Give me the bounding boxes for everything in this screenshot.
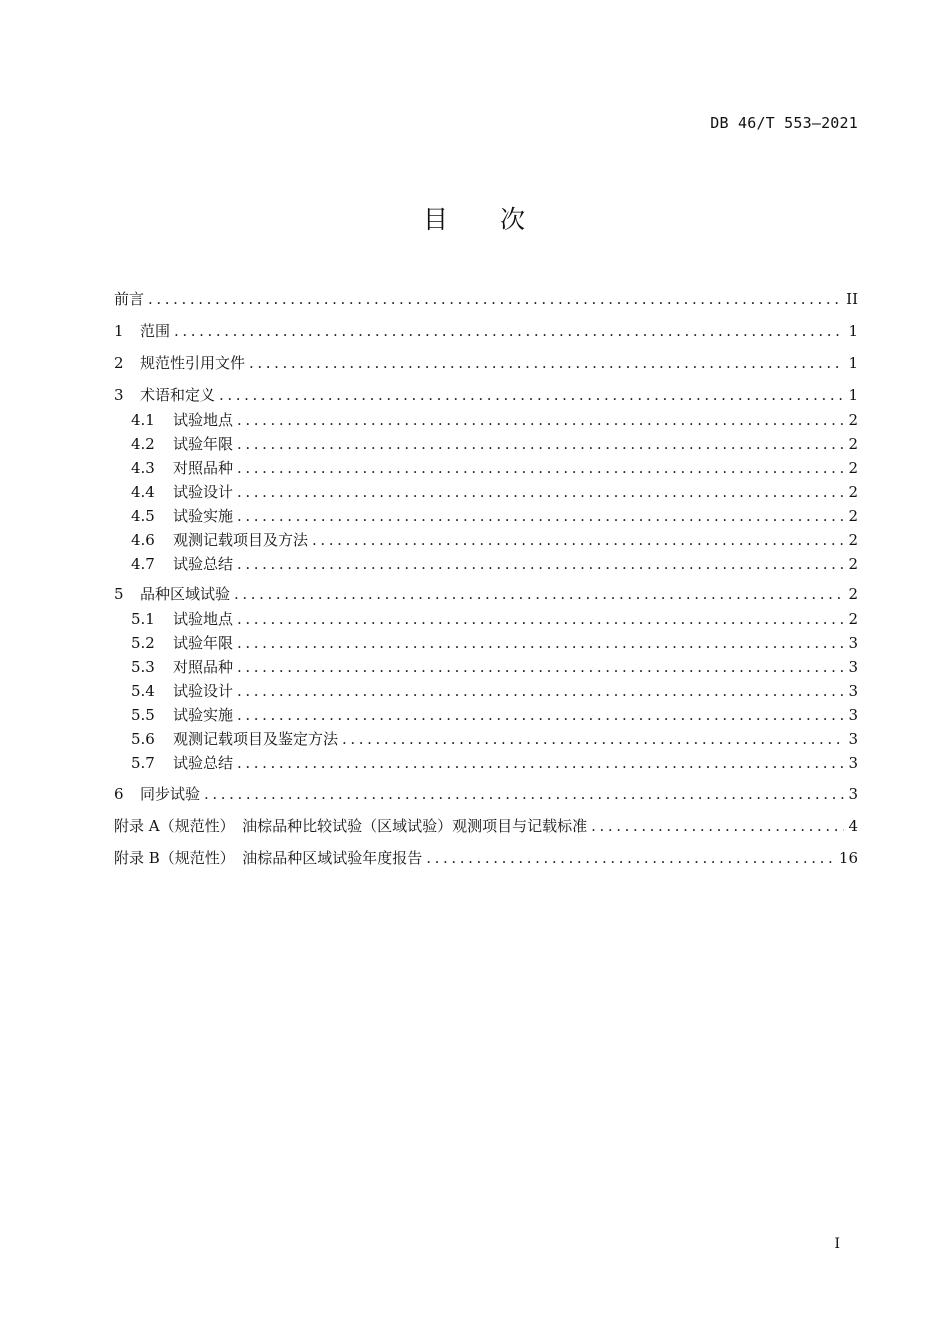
toc-entry-5-4[interactable] bbox=[114, 680, 858, 702]
toc-entry-page: 2 bbox=[848, 610, 858, 628]
toc-entry-2[interactable] bbox=[114, 352, 858, 374]
toc-entry-page: 4 bbox=[848, 817, 858, 835]
toc-entry-label: 观测记载项目及鉴定方法 bbox=[173, 730, 339, 748]
page-number: I bbox=[834, 1236, 840, 1252]
toc-entry-page: 16 bbox=[838, 849, 858, 867]
toc-leader-dots bbox=[234, 583, 844, 605]
toc-leader-dots bbox=[249, 352, 844, 374]
toc-entry-label: 对照品种 bbox=[173, 658, 234, 676]
toc-leader-dots bbox=[237, 608, 844, 630]
toc-leader-dots bbox=[591, 815, 844, 837]
toc-entry-page: 2 bbox=[848, 411, 858, 429]
toc-leader-dots bbox=[237, 680, 844, 702]
toc-entry-label: 品种区域试验 bbox=[140, 585, 231, 603]
toc-entry-number: 5.7 bbox=[131, 754, 155, 772]
toc-entry-page: 3 bbox=[848, 634, 858, 652]
toc-entry-1[interactable] bbox=[114, 320, 858, 342]
toc-entry-number: 2 bbox=[114, 354, 124, 372]
toc-leader-dots bbox=[237, 433, 844, 455]
toc-entry-number: 4.5 bbox=[131, 507, 155, 525]
toc-entry-number: 5.1 bbox=[131, 610, 155, 628]
toc-entry-page: 1 bbox=[848, 386, 858, 404]
toc-entry-page: 2 bbox=[848, 507, 858, 525]
toc-entry-4-4[interactable] bbox=[114, 481, 858, 503]
toc-entry-label: 附录 B（规范性） 油棕品种区域试验年度报告 bbox=[114, 849, 423, 867]
toc-leader-dots bbox=[237, 632, 844, 654]
toc-leader-dots bbox=[237, 409, 844, 431]
toc-entry-page: 2 bbox=[848, 435, 858, 453]
toc-entry-number: 6 bbox=[114, 785, 124, 803]
document-id: DB 46/T 553—2021 bbox=[710, 114, 858, 132]
toc-leader-dots bbox=[237, 656, 844, 678]
toc-entry-label: 对照品种 bbox=[173, 459, 234, 477]
toc-entry-page: 2 bbox=[848, 585, 858, 603]
toc-leader-dots bbox=[237, 553, 844, 575]
toc-entry-page: II bbox=[846, 290, 858, 308]
toc-leader-dots bbox=[426, 847, 835, 869]
toc-entry-number: 5 bbox=[114, 585, 124, 603]
toc-entry-label: 观测记载项目及方法 bbox=[173, 531, 309, 549]
toc-entry-label: 试验实施 bbox=[173, 706, 234, 724]
toc-entry-3[interactable] bbox=[114, 384, 858, 406]
toc-entry-4-2[interactable] bbox=[114, 433, 858, 455]
toc-entry-number: 5.5 bbox=[131, 706, 155, 724]
toc-entry-number: 4.4 bbox=[131, 483, 155, 501]
toc-entry-label: 规范性引用文件 bbox=[140, 354, 246, 372]
toc-entry-5-2[interactable] bbox=[114, 632, 858, 654]
toc-entry-5[interactable] bbox=[114, 583, 858, 605]
toc-title bbox=[0, 200, 950, 236]
toc-entry-label: 试验地点 bbox=[173, 411, 234, 429]
toc-entry-label: 同步试验 bbox=[140, 785, 201, 803]
toc-entry-page: 1 bbox=[848, 322, 858, 340]
toc-leader-dots bbox=[237, 505, 844, 527]
toc-entry-foreword[interactable] bbox=[114, 288, 858, 310]
toc-entry-page: 3 bbox=[848, 754, 858, 772]
toc-leader-dots bbox=[174, 320, 844, 342]
toc-leader-dots bbox=[237, 481, 844, 503]
toc-entry-page: 2 bbox=[848, 555, 858, 573]
toc-leader-dots bbox=[148, 288, 842, 310]
toc-title-left: 目 bbox=[422, 205, 450, 234]
toc-entry-page: 3 bbox=[848, 682, 858, 700]
toc-entry-label: 附录 A（规范性） 油棕品种比较试验（区域试验）观测项目与记载标准 bbox=[114, 817, 588, 835]
toc-entry-page: 3 bbox=[848, 706, 858, 724]
toc-leader-dots bbox=[237, 752, 844, 774]
toc-entry-number: 4.1 bbox=[131, 411, 155, 429]
toc-entry-label: 范围 bbox=[140, 322, 171, 340]
toc-entry-5-6[interactable] bbox=[114, 728, 858, 750]
toc-entry-number: 5.4 bbox=[131, 682, 155, 700]
toc-entry-label: 试验地点 bbox=[173, 610, 234, 628]
toc-entry-page: 3 bbox=[848, 658, 858, 676]
toc-entry-4-6[interactable] bbox=[114, 529, 858, 551]
toc-entry-5-1[interactable] bbox=[114, 608, 858, 630]
toc-entry-label: 试验总结 bbox=[173, 555, 234, 573]
toc-entry-appendix-a[interactable] bbox=[114, 815, 858, 837]
toc-entry-number: 4.6 bbox=[131, 531, 155, 549]
toc-title-right: 次 bbox=[500, 205, 528, 234]
toc-leader-dots bbox=[237, 457, 844, 479]
toc-leader-dots bbox=[237, 704, 844, 726]
toc-entry-5-3[interactable] bbox=[114, 656, 858, 678]
toc-entry-label: 前言 bbox=[114, 290, 145, 308]
toc-entry-label: 试验设计 bbox=[173, 682, 234, 700]
toc-entry-number: 1 bbox=[114, 322, 124, 340]
toc-entry-number: 4.2 bbox=[131, 435, 155, 453]
toc-entry-page: 3 bbox=[848, 785, 858, 803]
toc-entry-label: 试验总结 bbox=[173, 754, 234, 772]
toc-entry-label: 试验年限 bbox=[173, 634, 234, 652]
toc-entry-number: 3 bbox=[114, 386, 124, 404]
toc-entry-label: 试验年限 bbox=[173, 435, 234, 453]
toc-leader-dots bbox=[312, 529, 844, 551]
toc-entry-page: 3 bbox=[848, 730, 858, 748]
toc-entry-number: 5.6 bbox=[131, 730, 155, 748]
toc-entry-page: 1 bbox=[848, 354, 858, 372]
toc-leader-dots bbox=[204, 783, 844, 805]
toc-entry-page: 2 bbox=[848, 459, 858, 477]
toc-entry-number: 4.7 bbox=[131, 555, 155, 573]
toc-entry-page: 2 bbox=[848, 531, 858, 549]
toc-entry-label: 术语和定义 bbox=[140, 386, 216, 404]
toc-entry-appendix-b[interactable] bbox=[114, 847, 858, 869]
toc-entry-label: 试验设计 bbox=[173, 483, 234, 501]
toc-entry-label: 试验实施 bbox=[173, 507, 234, 525]
toc-entry-page: 2 bbox=[848, 483, 858, 501]
toc-leader-dots bbox=[342, 728, 844, 750]
toc-entry-5-5[interactable] bbox=[114, 704, 858, 726]
toc-entry-number: 5.3 bbox=[131, 658, 155, 676]
toc-entry-4-1[interactable] bbox=[114, 409, 858, 431]
toc-entry-4-5[interactable] bbox=[114, 505, 858, 527]
toc-entry-4-7[interactable] bbox=[114, 553, 858, 575]
toc-entry-number: 5.2 bbox=[131, 634, 155, 652]
toc-entry-5-7[interactable] bbox=[114, 752, 858, 774]
toc-leader-dots bbox=[219, 384, 844, 406]
toc-entry-number: 4.3 bbox=[131, 459, 155, 477]
toc-entry-4-3[interactable] bbox=[114, 457, 858, 479]
toc-entry-6[interactable] bbox=[114, 783, 858, 805]
